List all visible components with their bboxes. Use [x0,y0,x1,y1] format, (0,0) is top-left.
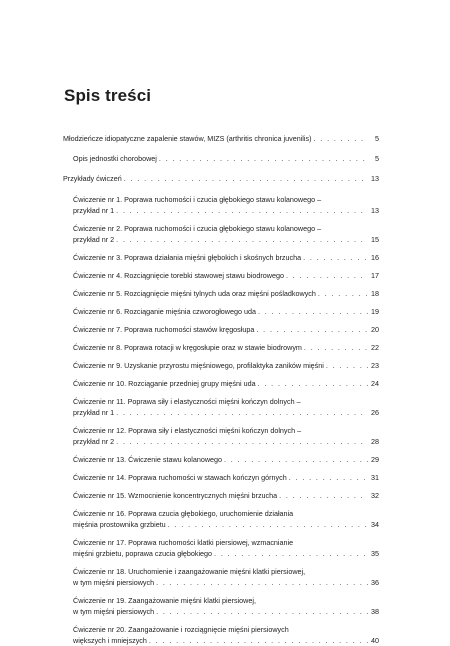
toc-page-number: 40 [371,636,379,645]
toc-page-number: 35 [371,549,379,558]
toc-leader-dots [279,490,368,501]
toc-leader-dots [303,252,368,263]
toc-entry-title: mięśnia prostownika grzbietu [73,520,166,529]
toc-entry-line [73,252,379,263]
toc-entry[interactable] [63,153,379,164]
toc-entry[interactable] [63,342,379,353]
toc-entry-title: przykład nr 2 [73,437,115,446]
toc-leader-dots [224,454,368,465]
toc-entry-title: Ćwiczenie nr 10. Rozciąganie przedniej grupy mięśni uda [73,379,256,388]
toc-entry[interactable] [63,624,379,646]
toc-entry-line [73,360,379,371]
toc-page-number: 22 [371,343,379,352]
toc-entry-line [73,205,379,216]
toc-entry-line [73,407,379,418]
toc-entry-line [73,606,379,617]
toc-page-number: 5 [375,154,379,163]
toc-entry-line [73,425,379,436]
toc-entry-title: Ćwiczenie nr 3. Poprawa działania mięśni głębokich i skośnych brzucha [73,253,302,262]
toc-entry-title: Przykłady ćwiczeń [63,174,122,183]
toc-entry-line [73,342,379,353]
toc-page-number: 31 [371,473,379,482]
page-title: Spis treści [64,86,152,105]
toc-entry[interactable] [63,490,379,501]
toc-entry-title: większych i mniejszych [73,636,147,645]
toc-page-number: 17 [371,271,379,280]
toc-entry[interactable] [63,252,379,263]
toc-leader-dots [318,288,368,299]
toc-entry-line [73,153,379,164]
toc-entry-line [63,133,379,144]
toc-entry-line [73,566,379,577]
toc-page-number: 29 [371,455,379,464]
toc-entry[interactable] [63,378,379,389]
toc-page-number: 13 [371,206,379,215]
toc-entry-line [73,490,379,501]
toc-leader-dots [304,342,368,353]
toc-entry-line [73,378,379,389]
toc-leader-dots [256,324,368,335]
toc-entry-title: Ćwiczenie nr 14. Poprawa ruchomości w stawach kończyn górnych [73,473,287,482]
toc-entry-title: Ćwiczenie nr 15. Wzmocnienie koncentrycznych mięśni brzucha [73,491,278,500]
toc-entry-line [73,234,379,245]
toc-entry-line [73,595,379,606]
toc-entry[interactable] [63,223,379,245]
toc-entry-title: Ćwiczenie nr 18. Uruchomienie i zaangażowanie mięśni klatki piersiowej, [73,567,306,576]
toc-entry[interactable] [63,508,379,530]
toc-entry-title: Ćwiczenie nr 19. Zaangażowanie mięśni klatki piersiowej, [73,596,256,605]
toc-entry[interactable] [63,288,379,299]
toc-entry-title: Młodzieńcze idiopatyczne zapalenie stawów, MIZS (arthritis chronica juvenilis) [63,134,312,143]
toc-entry-line [73,436,379,447]
toc-entry[interactable] [63,454,379,465]
toc-page-number: 34 [371,520,379,529]
toc-page-number: 36 [371,578,379,587]
toc-entry-title: Ćwiczenie nr 8. Poprawa rotacji w kręgosłupie oraz w stawie biodrowym [73,343,302,352]
toc-entry-line [73,519,379,530]
toc-entry[interactable] [63,194,379,216]
toc-entry-title: mięśni grzbietu, poprawa czucia głębokiego [73,549,213,558]
toc-entry[interactable] [63,324,379,335]
toc-leader-dots [214,548,368,559]
toc-page-number: 32 [371,491,379,500]
toc-entry[interactable] [63,173,379,184]
toc-entry-title: Ćwiczenie nr 7. Poprawa ruchomości stawów kręgosłupa [73,325,255,334]
toc-entry-title: w tym mięśni piersiowych [73,607,155,616]
toc-entry-title: Ćwiczenie nr 20. Zaangażowanie i rozciągnięcie mięśni piersiowych [73,625,289,634]
toc-entry-line [63,173,379,184]
toc-entry-line [73,194,379,205]
toc-page-number: 15 [371,235,379,244]
toc-page-number: 5 [375,134,379,143]
toc-leader-dots [116,436,368,447]
toc-page-number: 38 [371,607,379,616]
toc-entry-title: Ćwiczenie nr 16. Poprawa czucia głębokiego, uruchomienie działania [73,509,294,518]
toc-leader-dots [116,407,368,418]
toc-entry-title: Ćwiczenie nr 1. Poprawa ruchomości i czucia głębokiego stawu kolanowego – [73,195,322,204]
toc-leader-dots [326,360,368,371]
toc-entry[interactable] [63,396,379,418]
toc-leader-dots [313,133,368,144]
toc-page-number: 19 [371,307,379,316]
toc-entry-title: Ćwiczenie nr 4. Rozciągnięcie torebki stawowej stawu biodrowego [73,271,284,280]
toc-entry-title: przykład nr 1 [73,206,115,215]
toc-entry[interactable] [63,360,379,371]
toc-entry-line [73,537,379,548]
toc-page-number: 23 [371,361,379,370]
toc-page-number: 13 [371,174,379,183]
toc-entry-line [73,454,379,465]
toc-page-number: 26 [371,408,379,417]
toc-entry-line [73,577,379,588]
table-of-contents [63,126,379,646]
toc-entry[interactable] [63,133,379,144]
toc-entry-title: przykład nr 1 [73,408,115,417]
toc-entry-line [73,270,379,281]
toc-entry-title: Ćwiczenie nr 9. Uzyskanie przyrostu mięśniowego, profilaktyka zaników mięśni [73,361,324,370]
toc-page-number: 20 [371,325,379,334]
toc-leader-dots [149,635,368,646]
toc-entry[interactable] [63,270,379,281]
toc-entry[interactable] [63,595,379,617]
toc-entry-line [73,288,379,299]
toc-entry-title: Ćwiczenie nr 5. Rozciągnięcie mięśni tylnych uda oraz mięśni pośladkowych [73,289,316,298]
toc-entry-line [73,508,379,519]
toc-leader-dots [258,306,368,317]
toc-entry[interactable] [63,537,379,559]
toc-page-number: 24 [371,379,379,388]
toc-leader-dots [156,606,368,617]
toc-leader-dots [116,234,368,245]
toc-entry-title: przykład nr 2 [73,235,115,244]
toc-entry[interactable] [63,425,379,447]
toc-leader-dots [159,153,368,164]
toc-leader-dots [289,472,368,483]
toc-leader-dots [258,378,368,389]
toc-entry[interactable] [63,472,379,483]
toc-entry-title: Ćwiczenie nr 17. Poprawa ruchomości klatki piersiowej, wzmacnianie [73,538,294,547]
toc-leader-dots [116,205,368,216]
toc-entry-title: Ćwiczenie nr 13. Ćwiczenie stawu kolanowego [73,455,223,464]
toc-entry[interactable] [63,566,379,588]
toc-entry-title: w tym mięśni piersiowych [73,578,155,587]
toc-entry-title: Ćwiczenie nr 12. Poprawa siły i elastyczności mięśni kończyn dolnych – [73,426,302,435]
toc-page-number: 18 [371,289,379,298]
toc-leader-dots [168,519,368,530]
toc-entry-line [73,223,379,234]
toc-entry-title: Ćwiczenie nr 11. Poprawa siły i elastyczności mięśni kończyn dolnych – [73,397,301,406]
toc-entry-title: Ćwiczenie nr 2. Poprawa ruchomości i czucia głębokiego stawu kolanowego – [73,224,322,233]
toc-leader-dots [124,173,368,184]
toc-entry-line [73,324,379,335]
toc-entry-title: Ćwiczenie nr 6. Rozciąganie mięśnia czworogłowego uda [73,307,256,316]
toc-page-number: 28 [371,437,379,446]
toc-entry[interactable] [63,306,379,317]
toc-leader-dots [286,270,368,281]
toc-entry-line [73,548,379,559]
toc-entry-title: Opis jednostki chorobowej [73,154,157,163]
toc-entry-line [73,396,379,407]
toc-entry-line [73,635,379,646]
toc-page-number: 16 [371,253,379,262]
toc-entry-line [73,624,379,635]
toc-entry-line [73,472,379,483]
toc-entry-line [73,306,379,317]
toc-leader-dots [156,577,368,588]
